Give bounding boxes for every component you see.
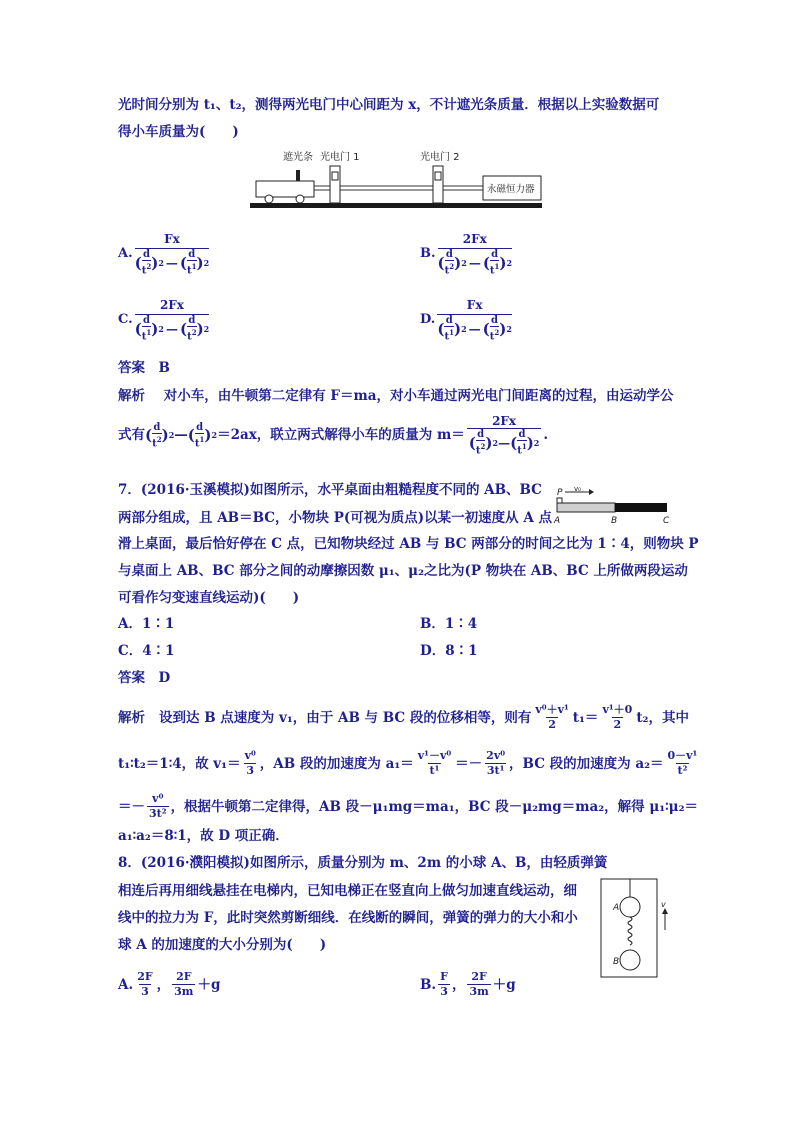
q7-table-figure <box>553 484 675 526</box>
option-letter: A. <box>118 976 134 993</box>
q8-text-line3: 线中的拉力为 F，此时突然剪断细线．在线断的瞬间，弹簧的弹力的大小和小 <box>118 910 578 926</box>
pow: 2 <box>203 257 210 268</box>
frac-t: t <box>489 265 495 277</box>
comma: ， <box>451 976 466 993</box>
figure-label-b: B <box>613 957 620 967</box>
analysis-text: t₁∶t₂＝1∶4，故 v₁＝ <box>118 755 241 772</box>
fraction <box>135 970 154 999</box>
pow: 2 <box>203 323 210 334</box>
frac-num: v¹＋0 <box>602 703 633 716</box>
frac-num: v⁰＋v¹ <box>535 703 569 716</box>
frac-d: d <box>188 249 196 260</box>
q6-analysis-line1 <box>118 386 674 406</box>
q6-photogate-figure <box>250 148 545 212</box>
pow: 2 <box>506 323 512 334</box>
frac-t: t <box>141 331 147 343</box>
q7-analysis-line4: a₁∶a₂＝8∶1，故 D 项正确． <box>118 828 289 844</box>
q6-option-b[interactable] <box>420 230 512 276</box>
pow: 2 <box>506 257 513 268</box>
option-fraction <box>438 230 513 276</box>
q7-answer: 答案 D <box>118 670 171 686</box>
fraction-denominator: ( d $t^1$ ) 2 — ( d $t^2$ ) 2 <box>134 315 210 343</box>
option-fraction <box>135 230 210 276</box>
q6-text-line1: 光时间分别为 t₁、t₂，测得两光电门中心间距为 x，不计遮光条质量．根据以上实验数据可 <box>118 97 660 113</box>
q8-text-line2: 相连后再用细线悬挂在电梯内，已知电梯正在竖直向上做匀加速直线运动，细 <box>118 883 577 899</box>
option-letter: D. <box>420 311 436 327</box>
option-letter: B. <box>420 245 436 261</box>
q7-analysis-line1 <box>118 703 689 732</box>
t-sub: 1 <box>191 262 197 271</box>
analysis-text: ＝－ <box>455 755 483 772</box>
frac-den: 3m <box>469 985 489 998</box>
frac-den: 3t² <box>149 807 167 820</box>
q6-option-a[interactable] <box>118 230 209 276</box>
frac-d: d <box>477 429 485 440</box>
t-sub: 1 <box>449 328 454 337</box>
frac-num: 2F <box>176 970 192 983</box>
sub-2: 2 <box>156 434 162 444</box>
figure-ball-a <box>620 897 640 917</box>
fraction <box>147 792 169 821</box>
fraction-numerator: Fx <box>135 230 210 249</box>
fraction-denominator: ( d $t^2$ ) 2 — ( d $t^1$ ) 2 <box>134 249 210 277</box>
q8-text-line1: 8．(2016·濮阳模拟)如图所示，质量分别为 m、2m 的小球 A、B，由轻质弹簧 <box>118 855 608 871</box>
frac-t: t <box>187 265 192 277</box>
fraction-denominator: ( d $t^2$ ) 2 — ( d $t^1$ ) 2 <box>437 249 513 277</box>
minus: — <box>498 435 511 450</box>
analysis-text-2a: 式有 <box>118 427 145 444</box>
analysis-text: t₁＝ <box>572 709 599 726</box>
frac-den: 2 <box>548 718 556 731</box>
frac-den: t¹ <box>429 764 440 777</box>
pow: 2 <box>461 257 467 268</box>
frac-num: v⁰ <box>152 792 164 805</box>
pow: 2 <box>158 323 164 334</box>
frac-t: t <box>517 445 522 457</box>
figure-label-p: P <box>557 488 563 498</box>
q7-option-b[interactable]: B．1∶4 <box>420 616 478 632</box>
figure-label-force: 永磁恒力器 <box>487 184 535 195</box>
frac-den: t² <box>677 764 688 777</box>
fraction <box>484 749 507 778</box>
figure-ball-b <box>620 950 640 970</box>
minus: — <box>468 321 481 336</box>
q7-analysis-line2 <box>118 749 701 778</box>
minus: — <box>174 427 188 444</box>
q8-option-b[interactable] <box>420 970 516 999</box>
pow: 2 <box>168 430 175 441</box>
minus: — <box>468 255 481 270</box>
q6-option-c[interactable] <box>118 296 209 342</box>
analysis-mass-fraction: 2Fx ( d $t^2$ ) 2 — ( d $t^1$ ) 2 <box>468 414 540 457</box>
fraction <box>416 749 453 778</box>
q8-text-line4: 球 A 的加速度的大小分别为( ) <box>118 937 327 953</box>
q7-text-line1: 7．(2016·玉溪模拟)如图所示，水平桌面由粗糙程度不同的 AB、BC <box>118 482 542 498</box>
q6-option-d[interactable] <box>420 296 512 342</box>
figure-label-c: C <box>663 516 670 526</box>
frac-d: d <box>445 249 453 260</box>
frac-den: 3 <box>246 764 255 777</box>
q6-text-line2: 得小车质量为( ) <box>118 124 239 140</box>
figure-label-v: v <box>661 900 666 909</box>
frac-num: F <box>440 970 448 983</box>
fraction <box>172 970 195 999</box>
frac-d: d <box>491 249 499 260</box>
analysis-label: 解析 <box>118 388 145 404</box>
figure-track-base <box>250 203 542 208</box>
frac-t: t <box>489 331 495 343</box>
frac-num: 2Fx <box>492 414 517 428</box>
analysis-text: ，BC 段的加速度为 a₂＝ <box>509 755 664 772</box>
frac-t: t <box>194 437 200 449</box>
frac-t: t <box>141 265 147 277</box>
pow: 2 <box>211 430 218 441</box>
frac-num: v¹－v⁰ <box>417 749 452 762</box>
comma: ， <box>156 976 171 993</box>
figure-label-strip: 遮光条 <box>283 152 313 163</box>
t-sub: 2 <box>494 328 500 337</box>
frac-d: d <box>142 249 150 260</box>
frac-num: v⁰ <box>244 749 256 762</box>
fraction <box>600 703 634 732</box>
pow: 2 <box>158 257 164 268</box>
analysis-text-1: 对小车，由牛顿第二定律有 F＝ma，对小车通过两光电门间距离的过程，由运动学公 <box>163 388 674 404</box>
figure-label-b: B <box>611 516 618 526</box>
figure-label-gate1: 光电门 1 <box>320 152 360 163</box>
t-sub: 1 <box>146 328 152 337</box>
t-sub: 2 <box>146 262 152 271</box>
analysis-text: ，AB 段的加速度为 a₁＝ <box>259 755 414 772</box>
frac-d: d <box>153 421 161 433</box>
figure-shading-strip <box>296 170 300 181</box>
option-tail: ＋g <box>197 976 221 993</box>
analysis-text-2b: ＝2ax，联立两式解得小车的质量为 m＝ <box>217 427 465 444</box>
frac-t: t <box>444 331 450 343</box>
minus: — <box>165 255 178 270</box>
q6-analysis-line2: 式有 ( d $t^2$ ) 2 — ( d $t^1$ ) 2 ＝2ax，联立两式解得小车的质量为 m＝ 2Fx ( d $t^2$ ) 2 — ( d $t^1$ ) 2 . <box>118 414 549 457</box>
option-fraction <box>437 296 512 342</box>
frac-d: d <box>188 315 196 326</box>
fraction-numerator: 2Fx <box>438 230 513 249</box>
period: . <box>543 427 549 444</box>
option-fraction <box>135 296 210 342</box>
pow: 2 <box>461 323 467 334</box>
figure-segment-ab <box>557 503 615 512</box>
t-sub: 2 <box>449 262 455 271</box>
analysis-text: ，根据牛顿第二定律得，AB 段－μ₁mg＝ma₁，BC 段－μ₂mg＝ma₂，解得 μ₁∶μ₂＝ <box>170 798 698 815</box>
figure-segment-bc <box>615 503 667 512</box>
frac-den: 3 <box>141 985 149 998</box>
fraction-numerator: Fx <box>437 296 512 315</box>
analysis-text: t₂，其中 <box>636 709 689 726</box>
velocity-arrow <box>660 898 674 932</box>
q8-elevator-figure <box>600 878 660 980</box>
frac-den: 3 <box>440 985 448 998</box>
minus: — <box>165 321 178 336</box>
fraction <box>467 970 490 999</box>
fraction <box>666 749 700 778</box>
frac-d: d <box>518 429 526 440</box>
q8-option-a[interactable] <box>118 970 220 999</box>
option-letter: C. <box>118 311 133 327</box>
frac-t: t <box>187 331 192 343</box>
figure-block-p <box>557 498 562 503</box>
figure-label-v0: v₀ <box>574 485 581 493</box>
frac-t: t <box>475 445 481 457</box>
analysis-text: 设到达 B 点速度为 v₁，由于 AB 与 BC 段的位移相等，则有 <box>159 709 532 726</box>
q7-analysis-line3 <box>118 792 698 821</box>
option-letter: A. <box>118 245 133 261</box>
analysis-text: ＝－ <box>118 798 145 815</box>
q7-option-c[interactable]: C．4∶1 <box>118 643 175 659</box>
frac-d: d <box>143 315 151 326</box>
figure-label-gate2: 光电门 2 <box>420 152 460 163</box>
analysis-label: 解析 <box>118 709 145 726</box>
q7-text-line4: 与桌面上 AB、BC 部分之间的动摩擦因数 μ₁、μ₂之比为(P 物块在 AB、BC 上所做两段运动 <box>118 563 688 579</box>
t-sub: 2 <box>191 328 197 337</box>
fraction-numerator: 2Fx <box>135 296 210 315</box>
figure-label-a: A <box>554 516 561 526</box>
fraction <box>438 970 450 999</box>
figure-cart <box>256 181 314 197</box>
fraction-denominator: ( d $t^1$ ) 2 — ( d $t^2$ ) 2 <box>437 315 512 343</box>
option-tail: ＋g <box>492 976 516 993</box>
q6-answer: 答案 B <box>118 360 170 376</box>
t-sub: 1 <box>494 262 500 271</box>
frac-d: d <box>445 315 453 326</box>
frac-num: 2v⁰ <box>486 749 506 762</box>
q7-text-line5: 可看作匀变速直线运动)( ) <box>118 590 300 606</box>
frac-d: d <box>491 315 498 326</box>
frac-num: 0－v¹ <box>667 749 698 762</box>
frac-num: 2F <box>471 970 487 983</box>
frac-den: 3m <box>174 985 194 998</box>
fraction <box>243 749 258 778</box>
frac-t: t <box>444 265 450 277</box>
frac-t: t <box>152 437 157 449</box>
option-letter: B. <box>420 976 437 993</box>
figure-label-a: A <box>613 903 620 913</box>
q7-option-d[interactable]: D．8∶1 <box>420 643 478 659</box>
fraction <box>533 703 570 732</box>
frac-num: 2F <box>137 970 153 983</box>
q7-option-a[interactable]: A．1∶1 <box>118 616 175 632</box>
frac-d: d <box>196 421 204 433</box>
q7-text-line3: 滑上桌面，最后恰好停在 C 点，已知物块经过 AB 与 BC 两部分的时间之比为 1∶4，则物块 P <box>118 536 699 552</box>
frac-den: 3t¹ <box>486 764 505 777</box>
q7-text-line2: 两部分组成，且 AB＝BC，小物块 P(可视为质点)以某一初速度从 A 点 <box>118 510 552 526</box>
frac-den: 2 <box>613 718 622 731</box>
